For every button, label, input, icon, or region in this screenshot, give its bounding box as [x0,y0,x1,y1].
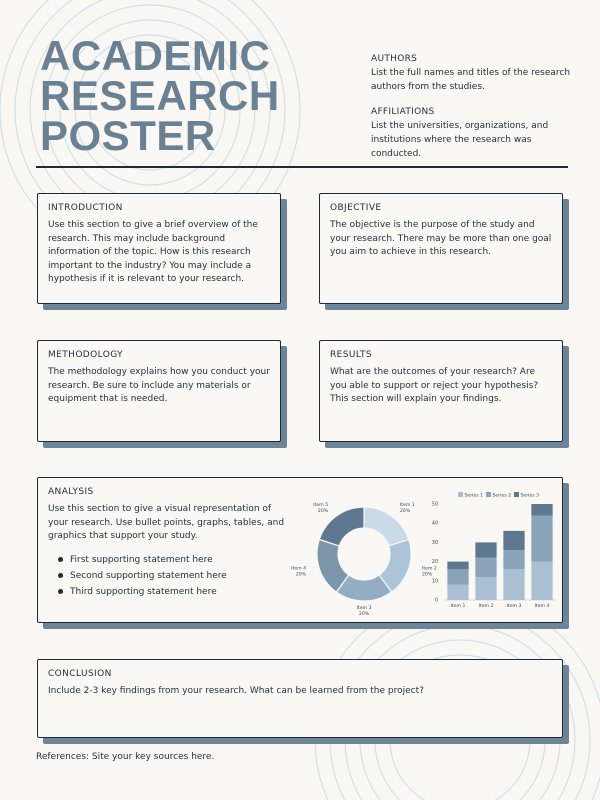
donut-value-label: 20% [317,508,329,514]
legend-label: Series 1 [464,493,484,499]
methodology-card [37,340,281,442]
results-card [319,340,563,442]
donut-value-label: 20% [399,508,411,514]
title-line-2: RESEARCH [40,72,280,119]
bar-segment-series-1 [503,569,524,600]
donut-label: Item 1 [399,502,415,508]
results-body: What are the outcomes of your research? Are you able to support or reject your hypothesis? This section will explain your findings. [330,367,539,404]
bar-segment-series-2 [447,569,468,584]
bar-segment-series-3 [531,504,552,516]
affiliations-block [371,105,571,161]
objective-heading: OBJECTIVE [330,203,382,213]
authors-text: List the full names and titles of the research authors from the studies. [371,68,571,92]
x-tick-label: Item 1 [450,604,466,609]
donut-value-label: 20% [295,572,306,578]
bullet-text: First supporting statement here [70,554,213,565]
y-tick-label: 20 [431,560,438,566]
analysis-body: Use this section to give a visual representation of your research. Use bullet points, graphs, tables, and graphics that support your study. [48,504,285,541]
donut-value-label: 20% [422,572,433,578]
donut-label: Item 5 [313,502,329,508]
donut-label: Item 3 [356,606,372,611]
y-tick-label: 50 [431,502,438,508]
stacked-bar-chart [430,492,560,610]
legend-label: Series 3 [520,493,540,499]
introduction-heading: INTRODUCTION [48,203,123,213]
x-tick-label: Item 4 [534,604,550,609]
analysis-heading: ANALYSIS [48,487,94,497]
x-tick-label: Item 3 [506,604,522,609]
conclusion-body: Include 2-3 key findings from your research. What can be learned from the project? [48,686,424,696]
x-tick-label: Item 2 [478,604,494,609]
affiliations-text: List the universities, organizations, and institutions where the research was conducted. [371,121,549,159]
affiliations-label: AFFILIATIONS [371,107,435,117]
donut-label: Item 2 [422,566,437,572]
legend-swatch [458,492,463,497]
objective-card [319,193,563,304]
analysis-card [37,477,563,623]
y-tick-label: 30 [431,540,438,546]
methodology-heading: METHODOLOGY [48,350,124,360]
bar-segment-series-1 [447,585,468,600]
conclusion-heading: CONCLUSION [48,669,112,679]
bar-segment-series-3 [503,531,524,550]
authors-label: AUTHORS [371,54,418,64]
legend-swatch [514,492,519,497]
bar-segment-series-1 [531,562,552,600]
bullet-icon [58,557,63,562]
legend-swatch [486,492,491,497]
introduction-body: Use this section to give a brief overview of the research. This may include background information of the topic. How is this research important to the industry? You may include a hypothesis if it is relevant to your research. [48,220,258,284]
conclusion-card [37,659,563,738]
donut-label: Item 4 [291,566,306,572]
bar-segment-series-2 [475,558,496,577]
bullet-icon [58,589,63,594]
title-line-1: ACADEMIC [40,32,271,79]
y-tick-label: 10 [431,579,438,585]
bullet-icon [58,573,63,578]
donut-value-label: 20% [358,612,370,617]
poster-title [40,32,280,159]
bar-segment-series-3 [447,562,468,570]
authors-block [371,52,571,94]
y-tick-label: 0 [434,598,438,604]
results-heading: RESULTS [330,350,373,360]
references-text: References: Site your key sources here. [36,752,215,762]
objective-body: The objective is the purpose of the study and your research. There may be more than one goal you aim to achieve in this research. [330,220,552,257]
y-tick-label: 40 [431,521,438,527]
bar-segment-series-3 [475,542,496,557]
introduction-card [37,193,281,304]
bar-segment-series-1 [475,577,496,600]
legend-label: Series 2 [492,493,512,499]
methodology-body: The methodology explains how you conduct your research. Be sure to include any materials or equipment that is needed. [48,367,270,404]
bullet-text: Third supporting statement here [70,586,217,597]
title-line-3: POSTER [40,112,216,159]
bar-segment-series-2 [531,516,552,562]
bar-segment-series-2 [503,550,524,569]
bullet-text: Second supporting statement here [70,570,227,581]
header-divider [36,166,568,168]
